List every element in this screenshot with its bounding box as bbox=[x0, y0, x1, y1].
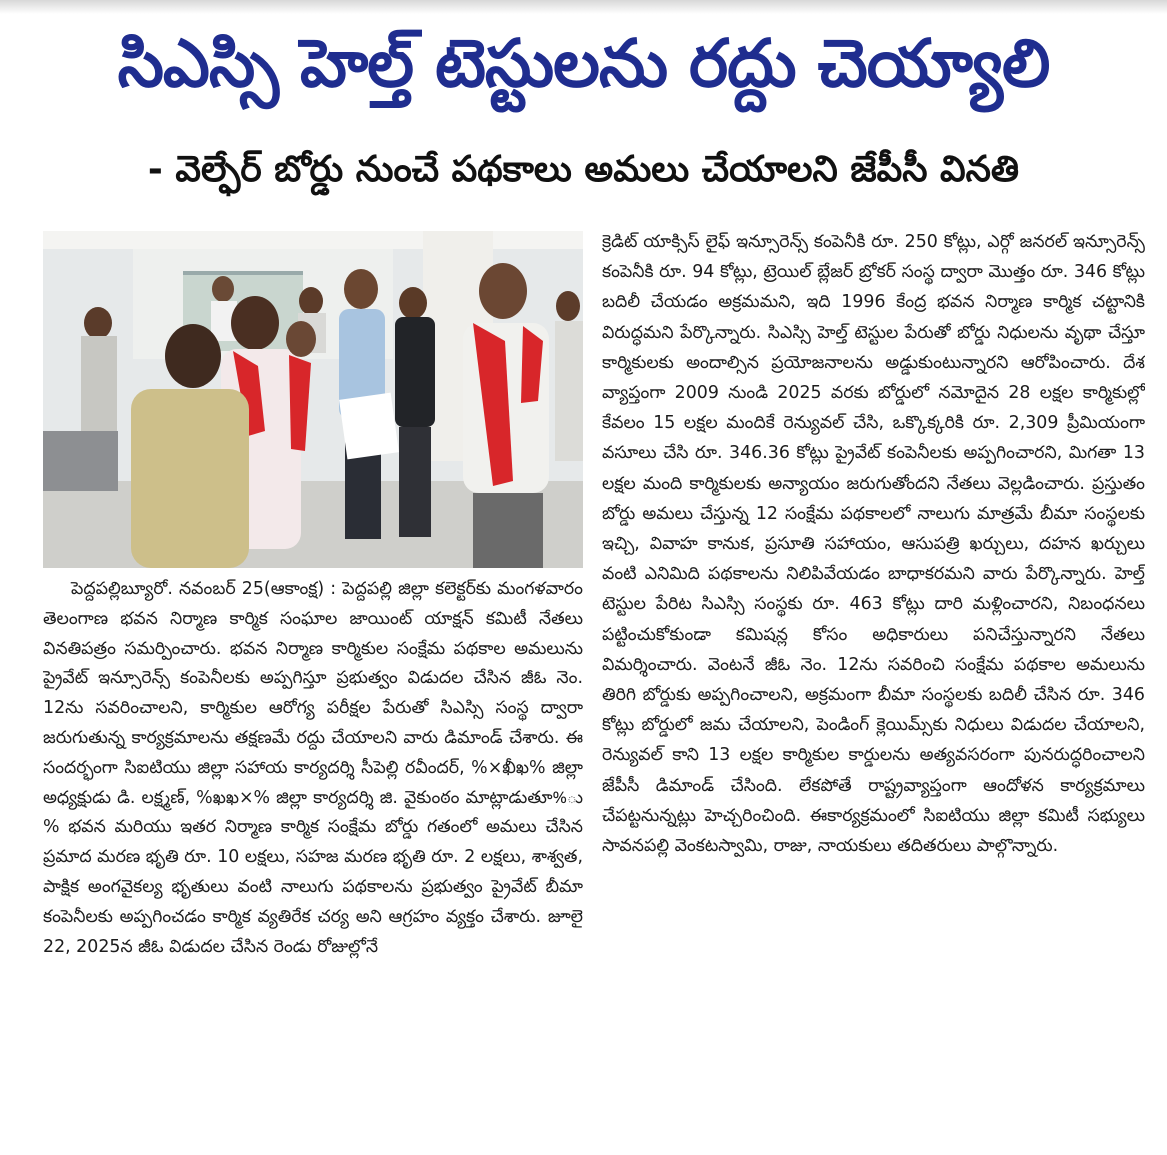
subheadline: - వెల్ఫేర్ బోర్డు నుంచే పథకాలు అమలు చేయాలని జేపీసీ వినతి bbox=[147, 149, 1020, 190]
headline: సిఎస్సి హెల్త్ టెస్టులను రద్దు చెయ్యాలి bbox=[117, 25, 1050, 102]
photo-illustration bbox=[43, 231, 583, 568]
article-paragraph-right: క్రెడిట్ యాక్సిస్ లైఫ్ ఇన్సూరెన్స్ కంపెనీకి రూ. 250 కోట్లు, ఎర్గో జనరల్ ఇన్సూరెన్స్ కంపెనీకి రూ. 94 కోట్లు, ట్రెయిల్ బ్లేజర్ బ్రోకర్ సంస్థ ద్వారా మొత్తం రూ. 346 కోట్లు బదిలీ చేయడం అక్రమమని, ఇది 1996 కేంద్ర భవన నిర్మాణ కార్మిక చట్టానికి విరుద్ధమని పేర్కొన్నారు. సిఎస్సి హెల్త్ టెస్టుల పేరుతో బోర్డు నిధులను వృథా చేస్తూ కార్మికులకు అందాల్సిన ప్రయోజనాలను అడ్డుకుంటున్నారని ఆరోపించారు. దేశ వ్యాప్తంగా 2009 నుండి 2025 వరకు బోర్డులో నమోదైన 28 లక్షల కార్మికుల్లో కేవలం 15 లక్షల మందికే రెన్యువల్ చేసి, ఒక్కొక్కరికి రూ. 2,309 ప్రీమియంగా వసూలు చేసి రూ. 346.36 కోట్లు ప్రైవేట్ కంపెనీలకు అప్పగించారని, మిగతా 13 లక్షల మంది కార్మికులకు అన్యాయం జరుగుతోందని నేతలు వెల్లడించారు. ప్రస్తుతం బోర్డు అమలు చేస్తున్న 12 సంక్షేమ పథకాలలో నాలుగు మాత్రమే బీమా సంస్థలకు ఇచ్చి, వివాహ కానుక, ప్రసూతి సహాయం, ఆసుపత్రి ఖర్చులు, దహన ఖర్చులు వంటి ఎనిమిది పథకాలను నిలిపివేయడం బాధాకరమని వారు పేర్కొన్నారు. హెల్త్ టెస్టుల పేరిట సిఎస్సి సంస్థకు రూ. 463 కోట్లు దారి మళ్లించారని, నిబంధనలు పట్టించుకోకుండా కమిషన్ల కోసం అధికారులు పనిచేస్తున్నారని నేతలు విమర్శించారు. వెంటనే జీఓ నెం. 12ను సవరించి సంక్షేమ పథకాల అమలును తిరిగి బోర్డుకు అప్పగించాలని, అక్రమంగా బీమా సంస్థలకు బదిలీ చేసిన రూ. 346 కోట్లు బోర్డులో జమ చేయాలని, పెండింగ్ క్లెయిమ్స్‌కు నిధులు విడుదల చేయాలని, రెన్యువల్ కాని 13 లక్షల కార్మికుల కార్డులను అత్యవసరంగా పునరుద్ధరించాలని జేపీసీ డిమాండ్ చేసింది. లేకపోతే రాష్ట్రవ్యాప్తంగా ఆందోళన కార్యక్రమాలు చేపట్టనున్నట్లు హెచ్చరించింది. ఈకార్యక్రమంలో సిఐటియు జిల్లా కమిటీ సభ్యులు సావనపల్లి వెంకటస్వామి, రాజు, నాయకులు తదితరులు పాల్గొన్నారు. bbox=[602, 232, 1145, 857]
article-paragraph-left: పెద్దపల్లిబ్యూరో. నవంబర్ 25(ఆకాంక్ష) : పెద్దపల్లి జిల్లా కలెక్టర్‌కు మంగళవారం తెలంగాణ భవన నిర్మాణ కార్మిక సంఘాల జాయింట్ యాక్షన్ కమిటీ నేతలు వినతిపత్రం సమర్పించారు. భవన నిర్మాణ కార్మికుల సంక్షేమ పథకాల అమలును ప్రైవేట్ ఇన్సూరెన్స్ కంపెనీలకు అప్పగిస్తూ ప్రభుత్వం విడుదల చేసిన జీఓ నెం. 12ను సవరించాలని, కార్మికుల ఆరోగ్య పరీక్షల పేరుతో సిఎస్సి సంస్థ ద్వారా జరుగుతున్న కార్యక్రమాలను తక్షణమే రద్దు చేయాలని వారు డిమాండ్ చేశారు. ఈ సందర్భంగా సిఐటియు జిల్లా సహాయ కార్యదర్శి సీపెల్లి రవీందర్, %×ఖీఖ% జిల్లా అధ్యక్షుడు డి. లక్ష్మణ్, %ఖఖ×% జిల్లా కార్యదర్శి జి. వైకుంఠం మాట్లాడుతూ%ు% భవన మరియు ఇతర నిర్మాణ కార్మిక సంక్షేమ బోర్డు గతంలో అమలు చేసిన ప్రమాద మరణ భృతి రూ. 10 లక్షలు, సహజ మరణ భృతి రూ. 2 లక్షలు, శాశ్వత, పాక్షిక అంగవైకల్య భృతులు వంటి నాలుగు పథకాలను ప్రభుత్వం ప్రైవేట్ బీమా కంపెనీలకు అప్పగించడం కార్మిక వ్యతిరేక చర్య అని ఆగ్రహం వ్యక్తం చేశారు. జూలై 22, 2025న జీఓ విడుదల చేసిన రెండు రోజుల్లోనే bbox=[43, 579, 583, 957]
top-edge-strip bbox=[0, 0, 1167, 14]
article-body-left-column bbox=[43, 575, 583, 1110]
news-photo bbox=[43, 231, 583, 568]
article-body-right-column bbox=[602, 227, 1145, 1110]
